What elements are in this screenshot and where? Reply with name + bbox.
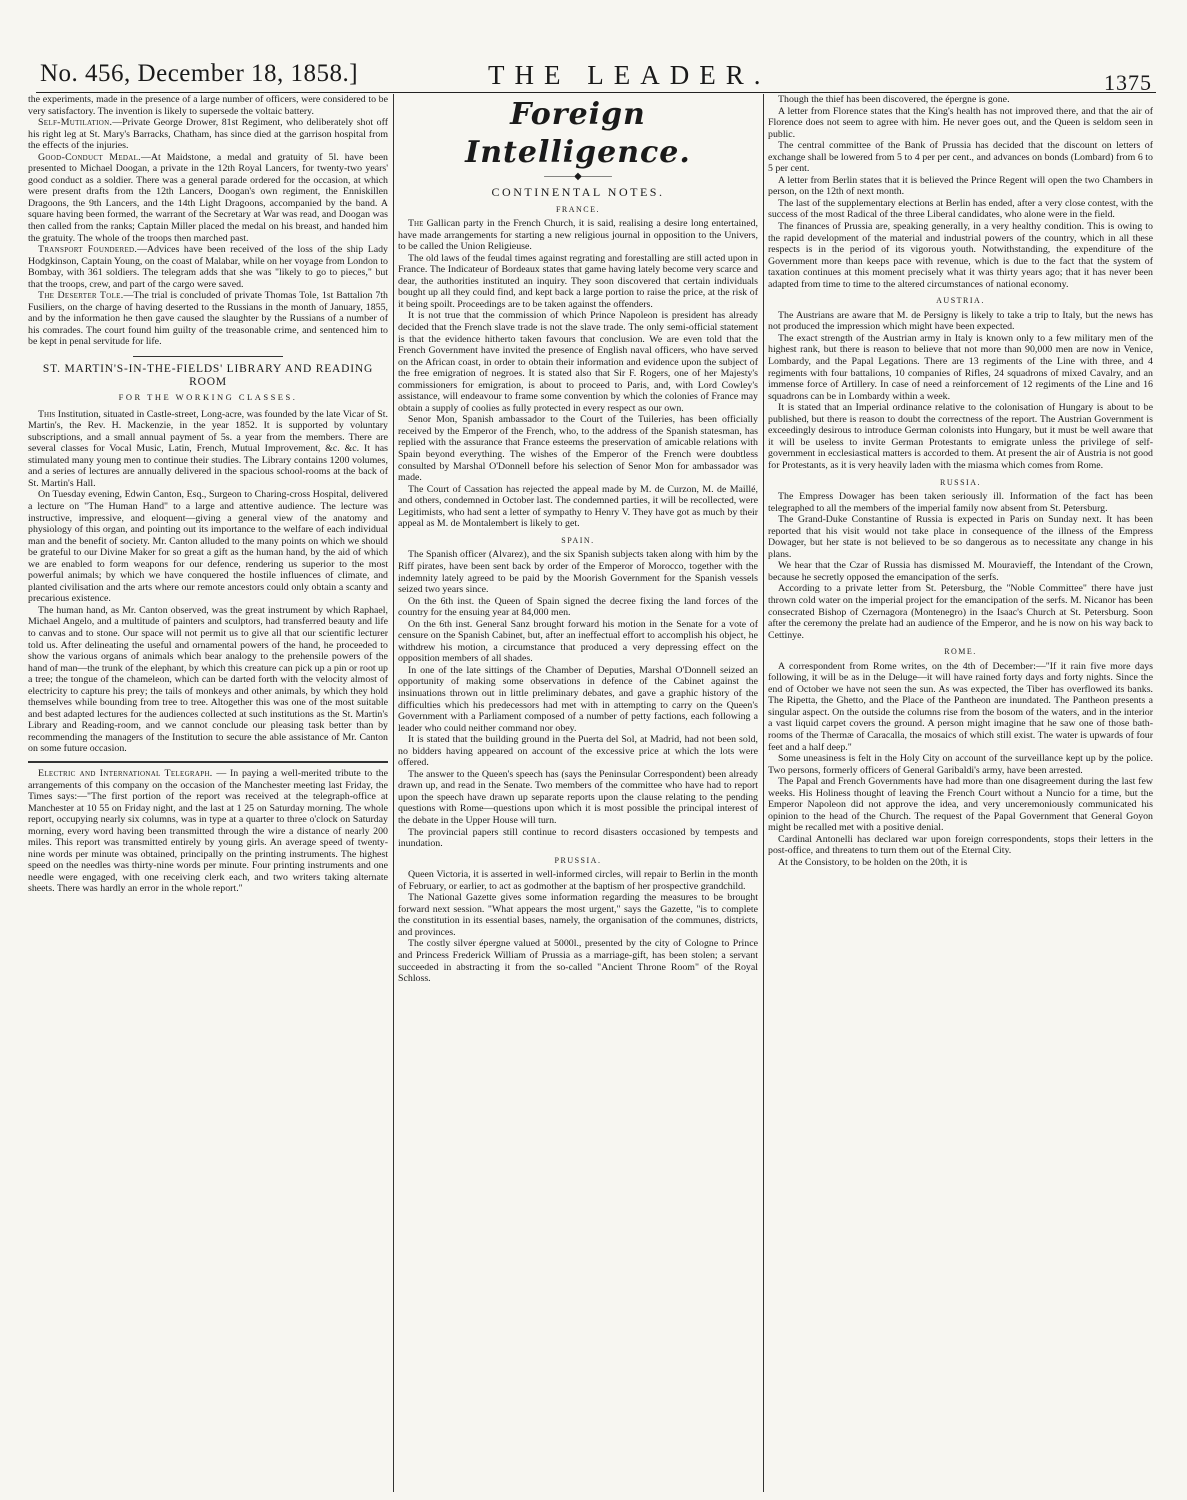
paragraph: A correspondent from Rome writes, on the 4th of December:—"If it rain five more days following, it will be as in the Deluge—it will have rained forty days and forty nights. Since the end of October we have not seen the sun. As was expected, the Tiber has overflowed its banks. The Ripetta, the Ghetto, and the Place of the Pantheon are inundated. The Pantheon presents a singular aspect. On the outside the columns rise from the bosom of the waters, and in the interior a vast liquid carpet covers the ground. A person might imagine that he saw one of those bath-rooms of the Thermæ of Caracalla, the mosaics of which still exist. The water is upwards of four feet and a half deep." — [768, 660, 1153, 753]
paragraph: Cardinal Antonelli has declared war upon foreign correspondents, stops their letters in the post-office, and threatens to turn them out of the Eternal City. — [768, 833, 1153, 857]
section-lead: Electric and International Telegraph. — [38, 767, 213, 779]
column-rule-1 — [393, 94, 394, 1492]
paragraph: Though the thief has been discovered, the épergne is gone. — [778, 94, 1010, 105]
paragraph: It is not true that the commission of which Prince Napoleon is president has already decided that the French slave trade is not the slave trade. The only semi-official statement is that the evidence hitherto taken favours that conclusion. We are even told that the French Government have invited the presence of English naval officers, who have served on the African coast, in order to obtain their information and evidence upon the subject of the free emigration of negroes. It is stated also that Sir F. Rogers, one of her Majesty's commissioners for emigration, is about to proceed to Paris, and, with Lord Cowley's assistance, will endeavour to frame some convention by which the colonies of France may obtain a supply of coolies as fully protected in every respect as our own. — [398, 310, 758, 414]
region-heading: SPAIN. — [561, 535, 595, 545]
paragraph: The Spanish officer (Alvarez), and the six Spanish subjects taken along with him by the Riff pirates, have been sent back by order of the Emperor of Morocco, together with the indemnity lately agreed to be paid by the Moorish Government for the Spanish vessels seized two years since. — [398, 549, 758, 596]
column-1 — [28, 94, 388, 1492]
paragraph: According to a private letter from St. Petersburg, the "Noble Committee" there have just thrown cold water on the imperial project for the emancipation of the serfs. M. Nicanor has been consecrated Bishop of Czernagora (Montenegro) in the Isaac's Church at St. Petersburg. Soon after the ceremony the prelate had an audience of the Emperor, and he is now on his way back to Cettinye. — [768, 583, 1153, 641]
subsection-heading: CONTINENTAL NOTES. — [491, 185, 665, 199]
paragraph: The human hand, as Mr. Canton observed, was the great instrument by which Raphael, Michael Angelo, and a multitude of painters and sculptors, had transferred beauty and life to canvas and to stone. Our space will not permit us to give all that our scientific lecturer told us. After delineating the useful and ornamental powers of the hand, he proceeded to show the various organs of animals which bear analogy to the prehensile powers of the hand of man—the trunk of the elephant, by which this creature can pick up a pin or root up a tree; the tongue of the chameleon, which can be darted forth with the velocity almost of electricity to capture his prey; the tails of monkeys and other animals, by which they hold themselves while bounding from tree to tree. Altogether this was one of the most suitable and best adapted lectures for the audiences collected at such institutions as the St. Martin's Library and Reading-room, and we cannot conclude our pleasing task better than by recommending the managers of the Institution to secure the able assistance of Mr. Canton on some future occasion. — [28, 604, 388, 755]
paragraph: A letter from Florence states that the King's health has not improved there, and that the air of Florence does not seem to agree with him. He never goes out, and the Queen is seldom seen in public. — [768, 105, 1153, 140]
paragraph: The old laws of the feudal times against regrating and forestalling are still acted upon in France. The Indicateur of Bordeaux states that game having lately become very scarce and dear, the authorities instituted an inquiry. They soon discovered that certain individuals bought up all they could find, and kept back a large portion to raise the price, at the risk of it being spoilt. Proceedings are to be taken against the offenders. — [398, 252, 758, 310]
paragraph: The finances of Prussia are, speaking generally, in a very healthy condition. This is owing to the rapid development of the material and industrial powers of the country, which in all these respects is in the period of its vigorous youth. Notwithstanding, the expenditure of the Government more than keeps pace with revenue, which is due to the fact that the system of taxation continues at this moment precisely what it was thirty years ago; that it has never been adapted from time to time to the altered circumstances of national economy. — [768, 221, 1153, 290]
paragraph: The provincial papers still continue to record disasters occasioned by tempests and inundation. — [398, 826, 758, 850]
paragraph: At the Consistory, to be holden on the 20th, it is — [778, 857, 968, 868]
paragraph: The exact strength of the Austrian army in Italy is known only to a few military men of the highest rank, but there is reason to believe that not more than 90,000 men are now in Venice, Lombardy, and the Papal Legations. There are 13 regiments of the Line with three, and 4 regiments with four battalions, 10 companies of Rifles, 24 squadrons of mixed Cavalry, and an immense force of Artillery. In case of need a reinforcement of 12 regiments of the Line and 16 squadrons can be in Lombardy within a week. — [768, 332, 1153, 402]
paragraph: The Empress Dowager has been taken seriously ill. Information of the fact has been telegraphed to all the members of the imperial family now absent from St. Petersburg. — [768, 491, 1153, 514]
paragraph: Queen Victoria, it is asserted in well-informed circles, will repair to Berlin in the month of February, or earlier, to act as godmother at the baptism of her prospective grandchild. — [398, 869, 758, 892]
paragraph: Some uneasiness is felt in the Holy City on account of the surveillance kept up by the police. Two persons, formerly officers of General Garibaldi's army, have been arrested. — [768, 753, 1153, 776]
paragraph: Good-Conduct Medal.—At Maidstone, a medal and gratuity of 5l. have been presented to Michael Doogan, a private in the 12th Royal Lancers, for twenty-two years' good conduct as a soldier. There was a general parade ordered for the occasion, at which were present drafts from the 12th Lancers, Doogan's own regiment, the Enniskillen Dragoons, the 9th Lancers, and the 14th Light Dragoons, accompanied by the band. A square having been formed, the warrant of the Secretary at War was read, and Doogan was then called from the ranks; Captain Miller placed the medal on his breast, and handed him the gratuity. The whole of the troops then marched past. — [28, 151, 388, 244]
masthead-rule — [36, 92, 1156, 93]
paragraph: It is stated that an Imperial ordinance relative to the colonisation of Hungary is about to be published, but there is reason to doubt the correctness of the report. The Austrian Government is exceedingly desirous to introduce German colonists into Hungary, but it must be well aware that it will be useless to invite German Protestants to emigrate unless the privilege of self-government in ecclesiastical matters is accorded to them. At present the air of Austria is not good for Protestants, as it is very heavily laden with the miasma which comes from Rome. — [768, 402, 1153, 471]
paragraph: The Deserter Tole.—The trial is concluded of private Thomas Tole, 1st Battalion 7th Fusiliers, on the charge of having deserted to the Russians in the month of January, 1855, and by the information he then gave caused the slaughter by the Russians of a number of his comrades. The court found him guilty of the treasonable crime, and sentenced him to be kept in penal servitude for life. — [28, 290, 388, 348]
section-lead: The Deserter Tole. — [38, 290, 124, 302]
newspaper-title: THE LEADER. — [488, 60, 771, 90]
paragraph: The Court of Cassation has rejected the appeal made by M. de Curzon, M. de Maillé, and others, condemned in October last. The condemned parties, it will be recollected, were Legitimists, who had sent a letter of sympathy to Henry V. They have got as much by their appeal as M. de Montalembert is likely to get. — [398, 483, 758, 530]
section-lead: Self-Mutilation. — [38, 117, 113, 129]
column-3 — [768, 94, 1153, 1492]
section-divider — [28, 761, 388, 763]
region-heading: ROME. — [944, 647, 977, 657]
paragraph: The National Gazette gives some information regarding the measures to be brought forward next session. "What appears the most urgent," says the Gazette, "is to complete the constitution in its essential bases, namely, the organisation of the communes, districts, and provinces. — [398, 892, 758, 938]
paragraph: A letter from Berlin states that it is believed the Prince Regent will open the two Chambers in person, on the 12th of next month. — [768, 174, 1153, 198]
paragraph: The central committee of the Bank of Prussia has decided that the discount on letters of exchange shall be lowered from 5 to 4 per per cent., and advances on bonds (Lombard) from 6 to 5 per cent. — [768, 140, 1153, 175]
paragraph: Electric and International Telegraph. — In paying a well-merited tribute to the arrangements of this company on the occasion of the Manchester meeting last Friday, the Times says:—"The first portion of the report was received at the telegraph-office at Manchester at 10 55 on Friday night, and the last at 1 25 on Saturday morning. The whole report, occupying nearly six columns, was in type at a quarter to three o'clock on Saturday morning, every word having been transmitted through the wire a distance of nearly 200 miles. This report was transmitted entirely by young girls. An average speed of twenty-nine words per minute was obtained, principally on the printing instruments. The highest speed on the needles was thirty-nine words per minute. Four printing instruments and one needle were engaged, with one receiving clerk each, and two writers taking alternate sheets. There was hardly an error in the whole report." — [28, 767, 388, 895]
paragraph: The Austrians are aware that M. de Persigny is likely to take a trip to Italy, but the news has not produced the impression which might have been expected. — [768, 309, 1153, 333]
paragraph: On the 6th inst. General Sanz brought forward his motion in the Senate for a vote of censure on the Spanish Cabinet, but, after an ineffectual effort to accomplish his object, he withdrew his motion, a circumstance that produced a very depressing effect on the opposition members of all shades. — [398, 618, 758, 665]
section-lead: The — [408, 218, 424, 230]
paragraph: The costly silver épergne valued at 5000l., presented by the city of Cologne to Prince and Princess Frederick William of Prussia as a marriage-gift, has been stolen; a servant succeeded in abstracting it from the so-called "Ancient Throne Room" of the Royal Schloss. — [398, 938, 758, 985]
column-2 — [398, 94, 758, 1492]
region-heading: PRUSSIA. — [554, 855, 602, 865]
paragraph: On Tuesday evening, Edwin Canton, Esq., Surgeon to Charing-cross Hospital, delivered a lecture on "The Human Hand" to a large and attentive audience. The lecture was instructive, impressive, and eloquent—giving a general view of the anatomy and physiology of this organ, and pointing out its importance to the welfare of each individual man and the benefit of society. Mr. Canton alluded to the many points on which we should be grateful to our Divine Maker for so great a gift as the human hand, by the aid of which we are enabled to form weapons for our defence, rendering us superior to the most powerful animals; by which we have conquered the hostile influences of climate, and planted civilisation and the arts where our remote ancestors could only obtain a scanty and precarious existence. — [28, 489, 388, 605]
section-lead: This — [38, 408, 56, 420]
section-divider — [133, 356, 283, 357]
paragraph: the experiments, made in the presence of a large number of officers, were considered to be very satisfactory. The invention is likely to supersede the voltaic battery. — [28, 94, 388, 117]
paragraph: On the 6th inst. the Queen of Spain signed the decree fixing the land forces of the country for the ensuing year at 84,000 men. — [398, 595, 758, 619]
paragraph: Transport Foundered.—Advices have been received of the loss of the ship Lady Hodgkinson, Captain Young, on the coast of Malabar, while on her voyage from London to Bombay, with 361 soldiers. The telegram adds that she was "likely to go to pieces," but that the troops, crew, and part of the cargo were saved. — [28, 244, 388, 290]
paragraph: In one of the late sittings of the Chamber of Deputies, Marshal O'Donnell seized an opportunity of making some observations in defence of the Cabinet against the insinuations thrown out in little preliminary debates, and gave a graphic history of the difficulties which his predecessors had met with in attempting to carry on the Queen's Government with a Parliament composed of a number of petty factions, each following a leader who could neither command nor obey. — [398, 664, 758, 734]
paragraph: The Grand-Duke Constantine of Russia is expected in Paris on Sunday next. It has been reported that his visit would not take place in consequence of the illness of the Empress Dowager, but her state is not believed to be so dangerous as to necessitate any change in his plans. — [768, 514, 1153, 560]
masthead — [40, 58, 1152, 95]
region-heading: FRANCE. — [555, 204, 601, 214]
section-lead: Good-Conduct Medal. — [38, 151, 141, 163]
paragraph: It is stated that the building ground in the Puerta del Sol, at Madrid, had not been sold, no bidders having appeared on account of the excessive price at which the lots were offered. — [398, 734, 758, 769]
paragraph: The Papal and French Governments have had more than one disagreement during the last few weeks. His Holiness thought of leaving the French Court without a Nuncio for a time, but the Emperor Napoleon did not approve the idea, and very unceremoniously communicated his opinion to the head of the Church. The request of the Papal Government that General Goyon might be recalled met with a positive denial. — [768, 776, 1153, 834]
paragraph: Senor Mon, Spanish ambassador to the Court of the Tuileries, has been officially received by the Emperor of the French, who, to the address of the Spanish statesman, has replied with the assurance that France esteems the preservation of amicable relations with Spain beyond everything. The wishes of the Emperor of the French were doubtless consulted by Marshal O'Donnell before his selection of Senor Mon for ambassador was made. — [398, 414, 758, 484]
page-number: 1375 — [1104, 70, 1152, 95]
paragraph: We hear that the Czar of Russia has dismissed M. Mouravieff, the Intendant of the Crown, because he secretly opposed the emancipation of the serfs. — [768, 560, 1153, 583]
issue-line: No. 456, December 18, 1858.] — [40, 60, 359, 87]
section-lead: Transport Foundered. — [38, 244, 138, 256]
library-subheading: FOR THE WORKING CLASSES. — [118, 392, 298, 403]
paragraph: This Institution, situated in Castle-street, Long-acre, was founded by the late Vicar of St. Martin's, the Rev. H. Mackenzie, in the year 1852. It is supported by voluntary subscriptions, and a small annual payment of 5s. a year from the members. There are several classes for Vocal Music, Latin, French, Mutual Improvement, &c. &c. It has stimulated many young men to continue their studies. The Library contains 1200 volumes, and a series of lectures are annually delivered in the spacious school-rooms at the back of St. Martin's Hall. — [28, 408, 388, 489]
library-heading: ST. MARTIN'S-IN-THE-FIELDS' LIBRARY AND READING ROOM — [42, 363, 374, 389]
paragraph: Self-Mutilation.—Private George Drower, 81st Regiment, who deliberately shot off his right leg at St. Mary's Barracks, Chatham, has since died at the garrison hospital from the effects of the injuries. — [28, 117, 388, 152]
section-title: Foreign Intelligence. — [465, 97, 691, 170]
region-heading: AUSTRIA. — [936, 296, 985, 306]
paragraph: The Gallican party in the French Church, it is said, realising a desire long entertained, have made arrangements for starting a new religious journal in opposition to the Univers, to be called the Union Religieuse. — [398, 218, 758, 253]
region-heading: RUSSIA. — [940, 477, 981, 487]
paragraph: The last of the supplementary elections at Berlin has ended, after a very close contest, with the success of the most Radical of the three Liberal candidates, who alone were in the field. — [768, 197, 1153, 221]
column-rule-2 — [763, 94, 764, 1492]
paragraph: The answer to the Queen's speech has (says the Peninsular Correspondent) been already drawn up, and read in the Senate. Two members of the committee who have had to report upon the speech have drawn up separate reports upon the clause relating to the pending questions with Rome—questions upon which it is most possible the principal interest of the debate in the Upper House will turn. — [398, 768, 758, 826]
ornament-icon: ———◆——— — [544, 171, 612, 182]
